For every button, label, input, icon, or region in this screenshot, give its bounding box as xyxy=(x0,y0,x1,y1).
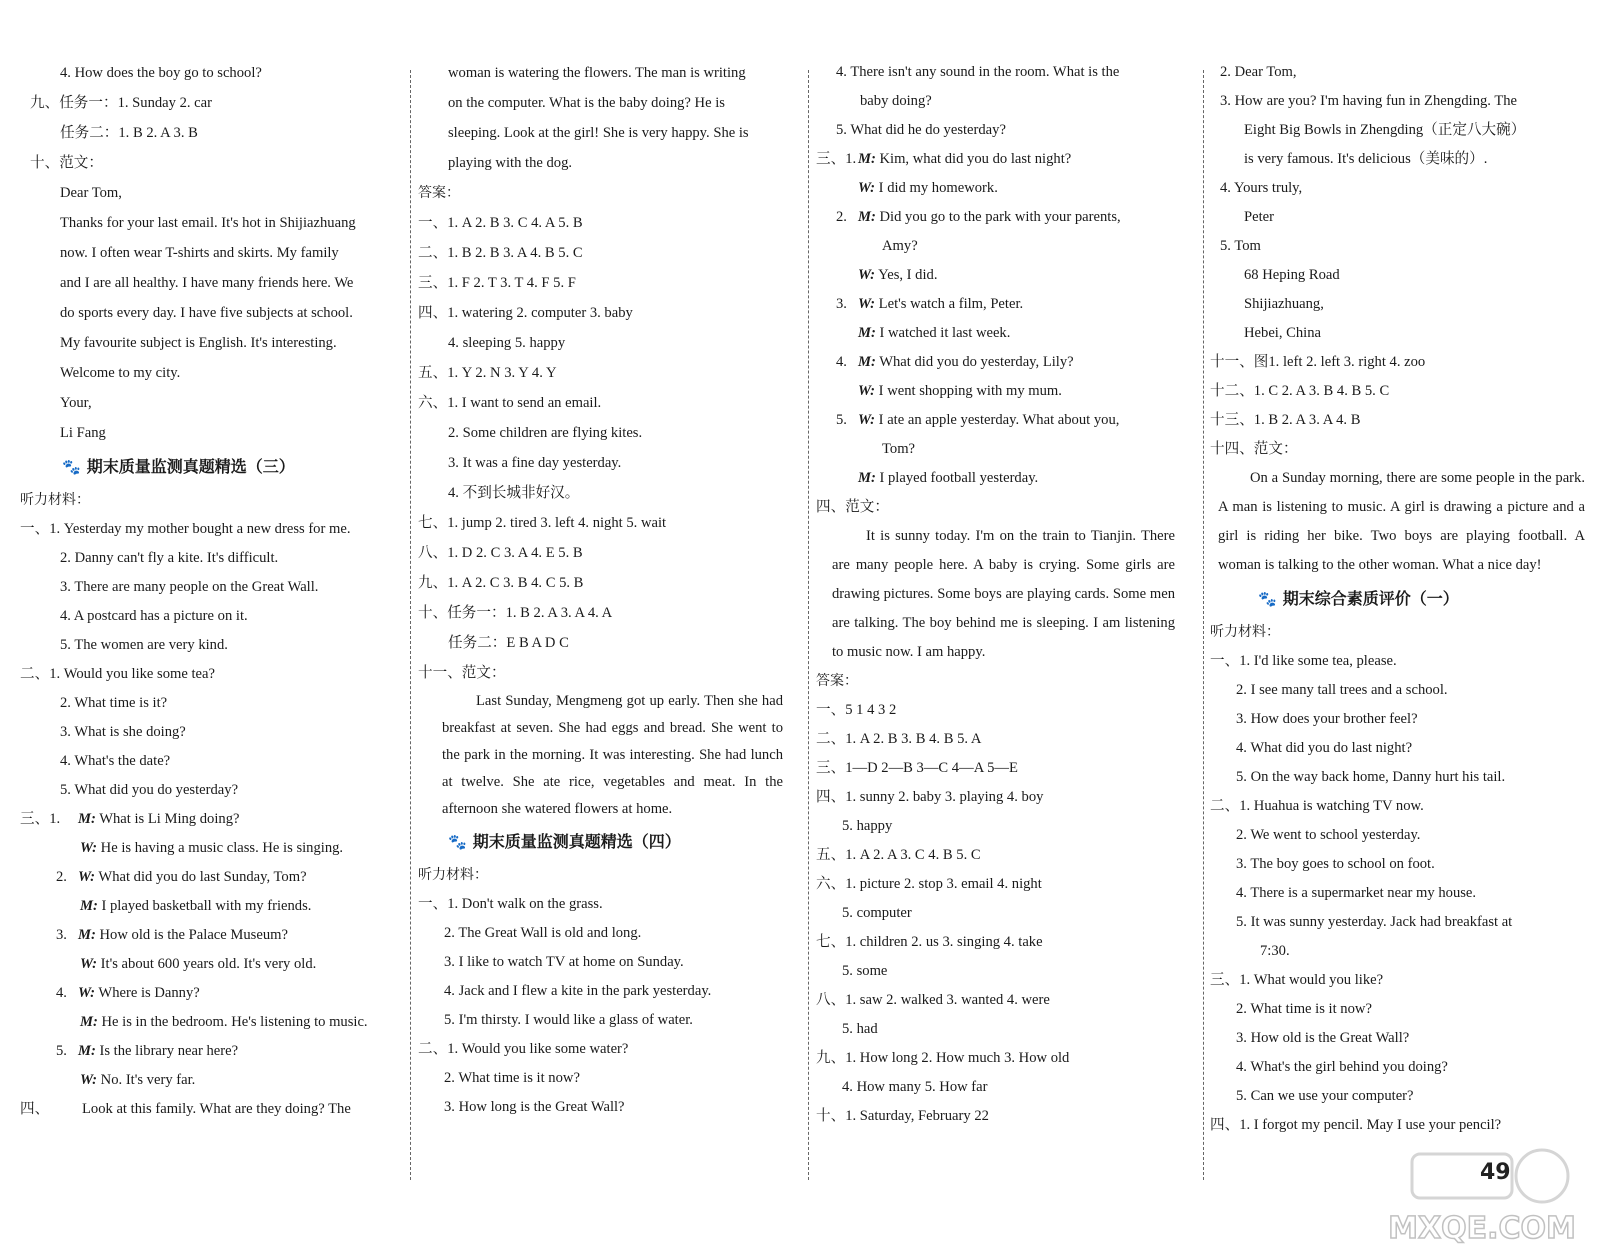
dialogue-line: W: No. It's very far. xyxy=(80,1072,196,1088)
text-line: 一、1. I'd like some tea, please. xyxy=(1210,653,1397,669)
essay-line: Your, xyxy=(60,395,92,411)
section-heading-text: 期末综合素质评价（一） xyxy=(1282,589,1459,608)
text-line: 2. What time is it now? xyxy=(444,1070,580,1086)
item-number: 三、1. xyxy=(816,151,857,167)
text-line: 3. How long is the Great Wall? xyxy=(444,1099,625,1115)
listening-label: 听力材料： xyxy=(1210,624,1280,640)
text-line: playing with the dog. xyxy=(448,155,573,171)
answer-line: 一、5 1 4 3 2 xyxy=(816,702,897,718)
paw-icon: 🐾 xyxy=(62,458,81,476)
dialogue-line: W: He is having a music class. He is singing. xyxy=(80,840,344,856)
text-line: 5. On the way back home, Danny hurt his tail. xyxy=(1236,769,1506,785)
column-3 xyxy=(816,58,1201,1258)
dialogue-line: M: He is in the bedroom. He's listening to music. xyxy=(80,1014,368,1030)
answer-line: 九、1. How long 2. How much 3. How old xyxy=(816,1050,1070,1066)
dialogue-text: M: What is Li Ming doing? xyxy=(78,811,240,827)
text-line: 2. What time is it? xyxy=(60,695,168,711)
dialogue-text: M: Is the library near here? xyxy=(78,1043,239,1059)
answer-line: 二、1. B 2. B 3. A 4. B 5. C xyxy=(418,245,583,261)
item-number: 3. xyxy=(56,927,67,943)
dialogue-text: M: How old is the Palace Museum? xyxy=(78,927,288,943)
dialogue-text: W: What did you do last Sunday, Tom? xyxy=(78,869,307,885)
essay-label: 四、范文： xyxy=(816,499,889,515)
column-divider xyxy=(808,70,809,1180)
dialogue-line: M: I played basketball with my friends. xyxy=(80,898,312,914)
page-number: 49 xyxy=(1480,1160,1511,1185)
text-line: 3. What is she doing? xyxy=(60,724,186,740)
text-line: 5. I'm thirsty. I would like a glass of water. xyxy=(444,1012,693,1028)
essay-line: Welcome to my city. xyxy=(60,365,181,381)
text-line: 2. We went to school yesterday. xyxy=(1236,827,1421,843)
essay-line: Dear Tom, xyxy=(60,185,122,201)
essay-line: Thanks for your last email. It's hot in Shijiazhuang xyxy=(60,215,356,231)
answer-line: 五、1. A 2. A 3. C 4. B 5. C xyxy=(816,847,981,863)
text-line: 3. The boy goes to school on foot. xyxy=(1236,856,1435,872)
text-line: sleeping. Look at the girl! She is very happy. She is xyxy=(448,125,749,141)
text-line: 2. Dear Tom, xyxy=(1220,64,1297,80)
text-line: 5. What did you do yesterday? xyxy=(60,782,239,798)
answer-line: 4. How many 5. How far xyxy=(842,1079,988,1095)
essay-paragraph: It is sunny today. I'm on the train to Tianjin. There are many people here. A baby is crying. Some girls are drawing pictures. Some boys are playing cards. Some men are talking. The boy behind me is sleeping. I am listening to music now. I am happy. xyxy=(832,528,1175,660)
column-divider xyxy=(410,70,411,1180)
item-number: 2. xyxy=(836,209,847,225)
essay-paragraph: Last Sunday, Mengmeng got up early. Then she had breakfast at seven. She had eggs and bread. She went to the park in the morning. It was interesting. She had lunch at twelve. She ate rice, vegetables and meat. In the afternoon she watered flowers at home. xyxy=(442,693,783,817)
text-line: 5. Tom xyxy=(1220,238,1261,254)
text-line: 九、任务一：1. Sunday 2. car xyxy=(30,95,212,111)
dialogue-line xyxy=(816,348,1201,377)
answer-line: 5. computer xyxy=(842,905,912,921)
text-line: 3. There are many people on the Great Wall. xyxy=(60,579,319,595)
column-divider xyxy=(1203,70,1204,1180)
answer-line: 七、1. children 2. us 3. singing 4. take xyxy=(816,934,1043,950)
text-line: 四、1. I forgot my pencil. May I use your pencil? xyxy=(1210,1117,1502,1133)
paw-icon: 🐾 xyxy=(448,833,467,851)
text-line: 4. Yours truly, xyxy=(1220,180,1303,196)
dialogue-text: M: Did you go to the park with your parents, xyxy=(858,209,1121,225)
answer-line: 5. some xyxy=(842,963,888,979)
paw-icon: 🐾 xyxy=(1258,590,1277,608)
dialogue-line: W: I went shopping with my mum. xyxy=(858,383,1062,399)
dialogue-line xyxy=(20,1037,405,1066)
text-line: 68 Heping Road xyxy=(1244,267,1340,283)
essay-line: and I are all healthy. I have many friends here. We xyxy=(60,275,354,291)
text-line: baby doing? xyxy=(860,93,932,109)
text-line: Peter xyxy=(1244,209,1274,225)
answer-line: 2. Some children are flying kites. xyxy=(448,425,643,441)
dialogue-line xyxy=(816,203,1201,232)
answer-line: 5. had xyxy=(842,1021,878,1037)
text-line: 2. The Great Wall is old and long. xyxy=(444,925,642,941)
answer-line: 4. sleeping 5. happy xyxy=(448,335,566,351)
text-line: 二、1. Would you like some water? xyxy=(418,1041,629,1057)
item-number: 4. xyxy=(56,985,67,1001)
answer-line: 十四、范文： xyxy=(1210,441,1298,457)
item-number: 3. xyxy=(836,296,847,312)
item-number: 4. xyxy=(836,354,847,370)
dialogue-line: M: I played football yesterday. xyxy=(858,470,1039,486)
text-line: 4. What's the date? xyxy=(60,753,171,769)
text-line: 5. It was sunny yesterday. Jack had breakfast at xyxy=(1236,914,1513,930)
text-line: 一、1. Don't walk on the grass. xyxy=(418,896,603,912)
dialogue-line xyxy=(816,406,1201,435)
dialogue-line xyxy=(20,805,405,834)
text-line: 5. Can we use your computer? xyxy=(1236,1088,1414,1104)
answer-line: 四、1. watering 2. computer 3. baby xyxy=(418,305,633,321)
text-line: 4. Jack and I flew a kite in the park yesterday. xyxy=(444,983,712,999)
essay-line: do sports every day. I have five subjects at school. xyxy=(60,305,353,321)
answer-line: 五、1. Y 2. N 3. Y 4. Y xyxy=(418,365,557,381)
dialogue-text: W: Let's watch a film, Peter. xyxy=(858,296,1024,312)
section-heading xyxy=(418,823,803,861)
dialogue-line xyxy=(20,979,405,1008)
dialogue-line xyxy=(816,145,1201,174)
text-line: woman is watering the flowers. The man is writing xyxy=(448,65,746,81)
dialogue-line: M: I watched it last week. xyxy=(858,325,1011,341)
dialogue-line xyxy=(20,921,405,950)
item-number: 5. xyxy=(836,412,847,428)
answers-label: 答案： xyxy=(816,673,858,689)
answer-line: 八、1. D 2. C 3. A 4. E 5. B xyxy=(418,545,583,561)
section-heading xyxy=(1210,580,1595,618)
dialogue-line: W: Yes, I did. xyxy=(858,267,938,283)
column-2 xyxy=(418,58,803,1258)
answer-line: 三、1—D 2—B 3—C 4—A 5—E xyxy=(816,760,1018,776)
dialogue-line: Amy? xyxy=(882,238,918,254)
answer-line: 十三、1. B 2. A 3. A 4. B xyxy=(1210,412,1361,428)
answer-line: 3. It was a fine day yesterday. xyxy=(448,455,622,471)
text-line: is very famous. It's delicious（美味的）. xyxy=(1244,151,1488,167)
answer-line: 九、1. A 2. C 3. B 4. C 5. B xyxy=(418,575,584,591)
answer-line: 八、1. saw 2. walked 3. wanted 4. were xyxy=(816,992,1050,1008)
dialogue-text: W: I ate an apple yesterday. What about you, xyxy=(858,412,1120,428)
text-line: 5. The women are very kind. xyxy=(60,637,228,653)
answer-line: 十、1. Saturday, February 22 xyxy=(816,1108,989,1124)
text-line: 二、1. Would you like some tea? xyxy=(20,666,215,682)
answer-line: 二、1. A 2. B 3. B 4. B 5. A xyxy=(816,731,982,747)
watermark-logo xyxy=(1372,1140,1592,1250)
text-content: Look at this family. What are they doing? The xyxy=(82,1101,351,1117)
text-line: 2. I see many tall trees and a school. xyxy=(1236,682,1448,698)
answers-label: 答案： xyxy=(418,185,460,201)
text-line: 十、范文： xyxy=(30,155,103,171)
dialogue-text: W: Where is Danny? xyxy=(78,985,200,1001)
text-line: Eight Big Bowls in Zhengding（正定八大碗） xyxy=(1244,122,1526,138)
item-number: 2. xyxy=(56,869,67,885)
item-number: 四、 xyxy=(20,1101,50,1117)
answer-line: 六、1. picture 2. stop 3. email 4. night xyxy=(816,876,1042,892)
dialogue-line: W: It's about 600 years old. It's very old. xyxy=(80,956,317,972)
column-4 xyxy=(1210,58,1595,1258)
dialogue-text: M: What did you do yesterday, Lily? xyxy=(858,354,1074,370)
answer-line: 十二、1. C 2. A 3. B 4. B 5. C xyxy=(1210,383,1390,399)
answer-line: 四、1. sunny 2. baby 3. playing 4. boy xyxy=(816,789,1044,805)
listening-label: 听力材料： xyxy=(20,492,90,508)
dialogue-line xyxy=(20,863,405,892)
answer-line: 十一、范文： xyxy=(418,665,506,681)
text-line: on the computer. What is the baby doing? He is xyxy=(448,95,725,111)
text-line: 3. How are you? I'm having fun in Zhengding. The xyxy=(1220,93,1518,109)
text-line: 7:30. xyxy=(1260,943,1290,959)
answer-line: 三、1. F 2. T 3. T 4. F 5. F xyxy=(418,275,576,291)
answer-line: 4. 不到长城非好汉。 xyxy=(448,485,580,501)
column-1 xyxy=(20,58,405,1258)
text-line: 2. What time is it now? xyxy=(1236,1001,1372,1017)
text-line: 4. What's the girl behind you doing? xyxy=(1236,1059,1448,1075)
text-line xyxy=(20,1095,405,1124)
text-line: 4. There is a supermarket near my house. xyxy=(1236,885,1477,901)
text-line: 4. What did you do last night? xyxy=(1236,740,1413,756)
answer-line: 5. happy xyxy=(842,818,893,834)
answer-line: 六、1. I want to send an email. xyxy=(418,395,602,411)
text-line: 3. How does your brother feel? xyxy=(1236,711,1418,727)
answer-line: 十一、图1. left 2. left 3. right 4. zoo xyxy=(1210,354,1426,370)
essay-line: My favourite subject is English. It's interesting. xyxy=(60,335,337,351)
answer-line: 一、1. A 2. B 3. C 4. A 5. B xyxy=(418,215,583,231)
answer-line: 七、1. jump 2. tired 3. left 4. night 5. wait xyxy=(418,515,667,531)
item-number: 5. xyxy=(56,1043,67,1059)
text-line: 三、1. What would you like? xyxy=(1210,972,1384,988)
text-line: 5. What did he do yesterday? xyxy=(836,122,1006,138)
answer-line: 十、任务一：1. B 2. A 3. A 4. A xyxy=(418,605,613,621)
text-line: 一、1. Yesterday my mother bought a new dress for me. xyxy=(20,521,351,537)
section-heading-text: 期末质量监测真题精选（三） xyxy=(86,457,295,476)
text-line: 3. How old is the Great Wall? xyxy=(1236,1030,1410,1046)
text-line: Hebei, China xyxy=(1244,325,1322,341)
text-line: 4. There isn't any sound in the room. What is the xyxy=(836,64,1120,80)
text-line: 任务二：1. B 2. A 3. B xyxy=(60,125,198,141)
text-line: Shijiazhuang, xyxy=(1244,296,1324,312)
item-number: 三、1. xyxy=(20,811,61,827)
dialogue-line: W: I did my homework. xyxy=(858,180,998,196)
text-line: 二、1. Huahua is watching TV now. xyxy=(1210,798,1424,814)
section-heading-text: 期末质量监测真题精选（四） xyxy=(472,832,681,851)
dialogue-text: M: Kim, what did you do last night? xyxy=(858,151,1072,167)
essay-line: now. I often wear T-shirts and skirts. My family xyxy=(60,245,339,261)
essay-line: Li Fang xyxy=(60,425,106,441)
watermark-text: MXQE.COM xyxy=(1388,1211,1576,1246)
listening-label: 听力材料： xyxy=(418,867,488,883)
dialogue-line xyxy=(816,290,1201,319)
section-heading xyxy=(20,448,405,486)
text-line: 4. How does the boy go to school? xyxy=(60,65,262,81)
text-line: 3. I like to watch TV at home on Sunday. xyxy=(444,954,684,970)
dialogue-line: Tom? xyxy=(882,441,916,457)
answer-line: 任务二：E B A D C xyxy=(448,635,569,651)
text-line: 4. A postcard has a picture on it. xyxy=(60,608,248,624)
text-line: 2. Danny can't fly a kite. It's difficult. xyxy=(60,550,279,566)
essay-paragraph: On a Sunday morning, there are some people in the park. A man is listening to music. A girl is drawing a picture and a girl is riding her bike. Two boys are playing football. A woman is talking to the other woman. What a nice day! xyxy=(1218,470,1585,573)
